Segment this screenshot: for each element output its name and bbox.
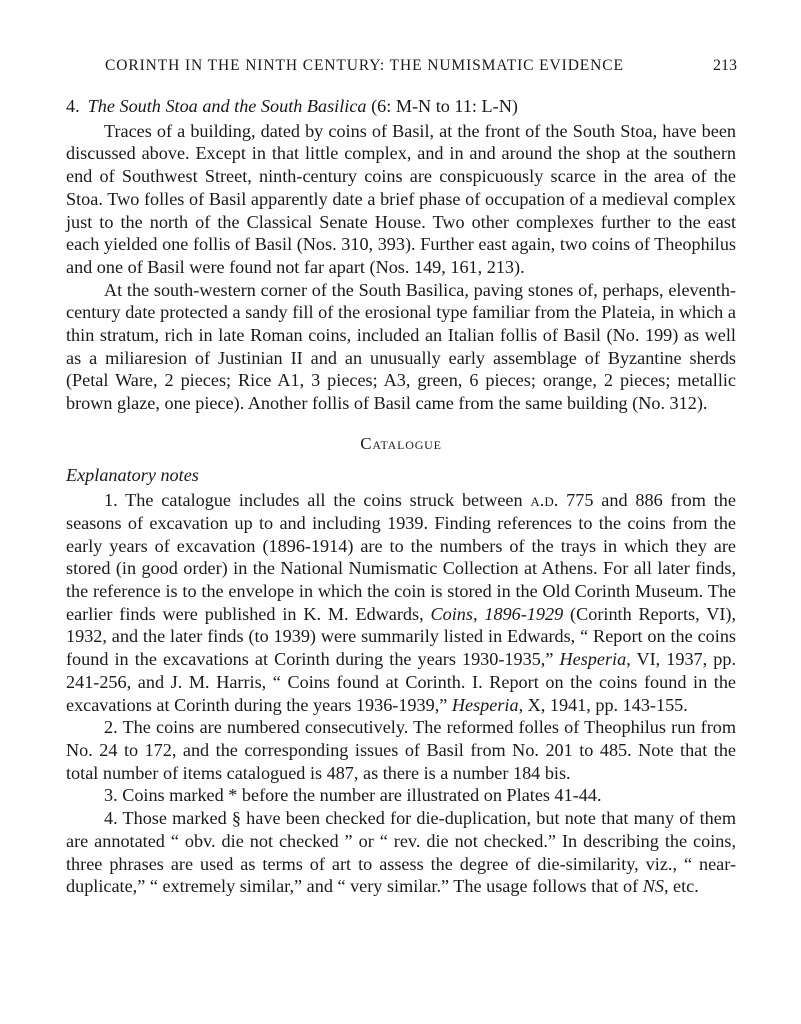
note-3: 3. Coins marked * before the number are illustrated on Plates 41-44. [104,785,602,806]
note-4-text-b: , etc. [663,876,699,897]
note-4-ns: NS [642,876,664,897]
note-1-hesperia-2: Hesperia [451,694,519,715]
page-body [66,95,736,898]
note-1 [66,489,736,716]
note-1-ad: a.d. [530,490,559,511]
note-2: 2. The coins are numbered consecutively. The reformed folles of Theophilus run from No. 24 to 172, and the corresponding issues of Basil from No. 201 to 485. Note that the total number of items catalogued is 487, as there is a number 184 bis. [66,717,736,783]
note-4-text-a: 4. Those marked § have been checked for die-duplication, but note that many of them are annotated “ obv. die not checked ” or “ rev. die not checked.” In describing the coins, three phrases are used as terms of art to assess the degree of die-similarity, viz., “ near-duplicate,” “ extremely similar,” and “ very similar.” The usage follows that of [66,808,736,897]
section-grid-ref: (6: M-N to 11: L-N) [371,96,518,116]
note-4 [66,807,736,898]
paragraph-south-basilica: At the south-western corner of the South Basilica, paving stones of, perhaps, eleventh-century date protected a sandy fill of the erosional type familiar from the Plateia, in which a thin stratum, rich in late Roman coins, included an Italian follis of Basil (No. 199) as well as a miliaresion of Justinian II and an unusually early assemblage of Byzantine sherds (Petal Ware, 2 pieces; Rice A1, 3 pieces; A3, green, 6 pieces; orange, 2 pieces; metallic brown glaze, one piece). Another follis of Basil came from the same building (No. 312). [66,279,736,414]
section-heading [66,95,736,118]
note-1-text-a: 1. The catalogue includes all the coins struck between [104,490,531,511]
note-1-coins-title: Coins, 1896-1929 [430,603,564,624]
note-1-hesperia-1: Hesperia [559,649,627,670]
section-title: The South Stoa and the South Basilica [87,96,367,116]
catalogue-heading: Catalogue [360,433,442,453]
running-head [105,56,737,76]
paragraph-south-stoa: Traces of a building, dated by coins of Basil, at the front of the South Stoa, have been discussed above. Except in that little complex, and in and around the shop at the southern end of Southwest Street, ninth-century coins are conspicuously scarce in the area of the Stoa. Two folles of Basil apparently date a brief phase of occupation of a medieval complex just to the north of the Classical Senate House. Two other complexes further to the east each yielded one follis of Basil (Nos. 310, 393). Further east again, two coins of Theophilus and one of Basil were found not far apart (Nos. 149, 161, 213). [66,120,736,277]
note-1-text-e: , X, 1941, pp. 143-155. [518,694,688,715]
explanatory-notes-heading: Explanatory notes [66,464,199,485]
section-number: 4. [66,96,80,116]
note-1-text-d: , VI, 1937, pp. 241-256, and J. M. Harris, “ Coins found at Corinth. I. Report on the coins found in the excavations at Corinth during the years 1936-1939,” [66,649,736,715]
running-head-title: CORINTH IN THE NINTH CENTURY: THE NUMISMATIC EVIDENCE [105,57,624,74]
note-1-text-b: 775 and 886 from the seasons of excavation up to and including 1939. Finding references to the coins from the early years of excavation (1896-1914) are to the numbers of the trays in which they are stored (in good order) in the National Numismatic Collection at Athens. For all later finds, the reference is to the envelope in which the coin is stored in the Old Corinth Museum. The earlier finds were published in K. M. Edwards, [66,490,736,624]
note-1-text-c: (Corinth Reports, VI), 1932, and the later finds (to 1939) were summarily listed in Edwards, “ Report on the coins found in the excavations at Corinth during the years 1930-1935,” [66,603,736,670]
page-number: 213 [713,57,737,74]
